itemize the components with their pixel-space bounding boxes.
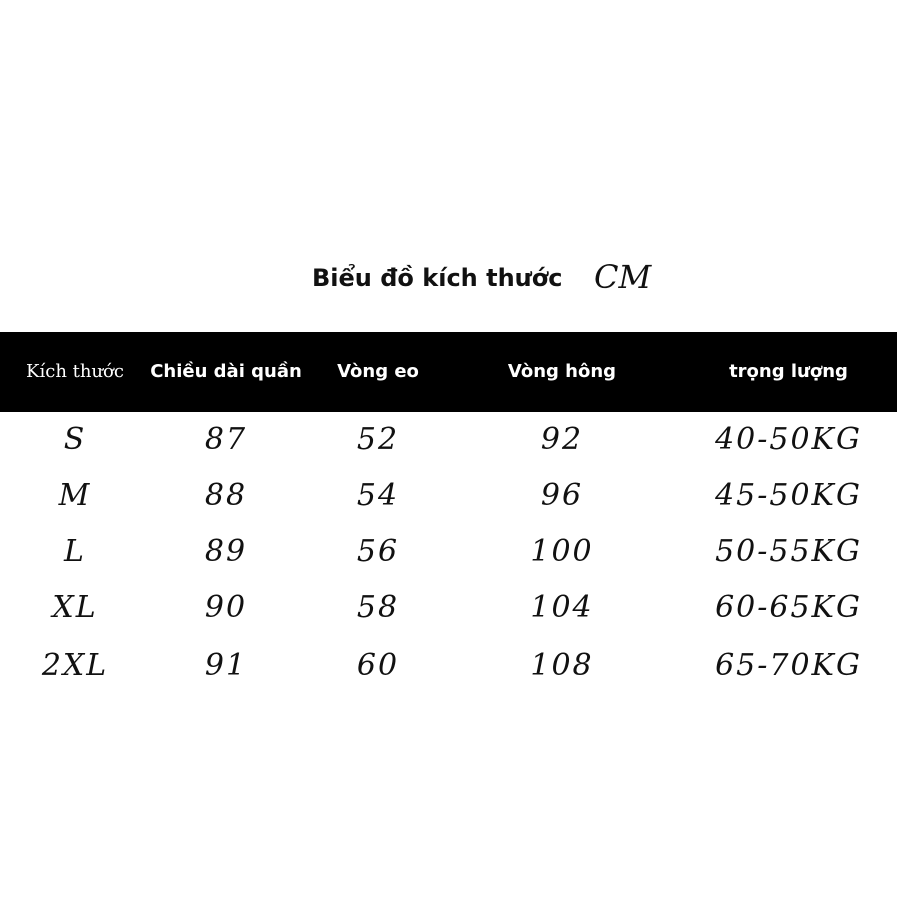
cell-length: 88 — [204, 478, 248, 513]
header-length: Chiều dài quần — [150, 361, 302, 382]
unit-label: CM — [594, 258, 652, 296]
table-row — [0, 524, 897, 580]
cell-weight: 40-50KG — [715, 422, 862, 457]
cell-weight: 60-65KG — [715, 590, 862, 625]
cell-weight: 65-70KG — [715, 648, 862, 683]
cell-size: XL — [52, 590, 98, 625]
header-weight: trọng lượng — [729, 361, 848, 382]
cell-length: 89 — [204, 534, 248, 569]
table-row — [0, 638, 897, 694]
table-header — [0, 332, 897, 412]
table-row — [0, 412, 897, 468]
size-chart-title — [312, 258, 672, 302]
cell-hip: 96 — [540, 478, 584, 513]
cell-length: 87 — [204, 422, 248, 457]
cell-hip: 108 — [530, 648, 594, 683]
cell-hip: 104 — [530, 590, 594, 625]
table-row — [0, 580, 897, 636]
cell-length: 91 — [204, 648, 248, 683]
cell-weight: 50-55KG — [715, 534, 862, 569]
cell-waist: 52 — [356, 422, 400, 457]
cell-waist: 60 — [356, 648, 400, 683]
cell-size: S — [63, 422, 87, 457]
header-size: Kích thước — [26, 361, 124, 382]
cell-hip: 100 — [530, 534, 594, 569]
cell-length: 90 — [204, 590, 248, 625]
cell-size: M — [58, 478, 92, 513]
cell-weight: 45-50KG — [715, 478, 862, 513]
table-row — [0, 468, 897, 524]
cell-size: 2XL — [41, 648, 109, 683]
cell-waist: 54 — [356, 478, 400, 513]
header-hip: Vòng hông — [507, 361, 617, 382]
cell-hip: 92 — [540, 422, 584, 457]
cell-size: L — [64, 534, 86, 569]
header-waist: Vòng eo — [337, 361, 419, 382]
cell-waist: 56 — [356, 534, 400, 569]
page-title: Biểu đồ kích thước — [312, 264, 563, 292]
cell-waist: 58 — [356, 590, 400, 625]
